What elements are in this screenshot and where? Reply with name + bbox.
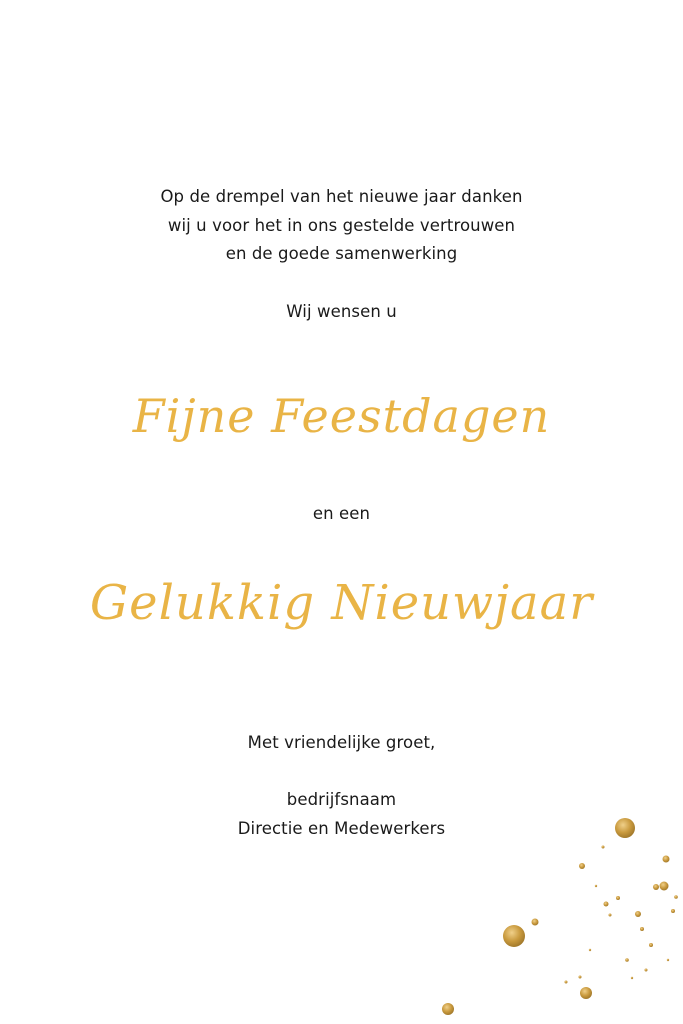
signature: Directie en Medewerkers: [237, 819, 446, 838]
greeting-fijne-feestdagen: Fijne Feestdagen: [132, 389, 551, 443]
greeting-gelukkig-nieuwjaar: Gelukkig Nieuwjaar: [89, 575, 594, 631]
gold-splatter-decoration: [420, 800, 683, 1024]
intro-line-2: wij u voor het in ons gestelde vertrouwen: [167, 216, 516, 235]
connector-text: en een: [312, 504, 371, 523]
closing-text: Met vriendelijke groet,: [247, 733, 436, 752]
company-name: bedrijfsnaam: [286, 790, 397, 809]
intro-line-1: Op de drempel van het nieuwe jaar danken: [160, 187, 523, 206]
wish-intro: Wij wensen u: [286, 302, 397, 321]
intro-line-3: en de goede samenwerking: [225, 244, 458, 263]
